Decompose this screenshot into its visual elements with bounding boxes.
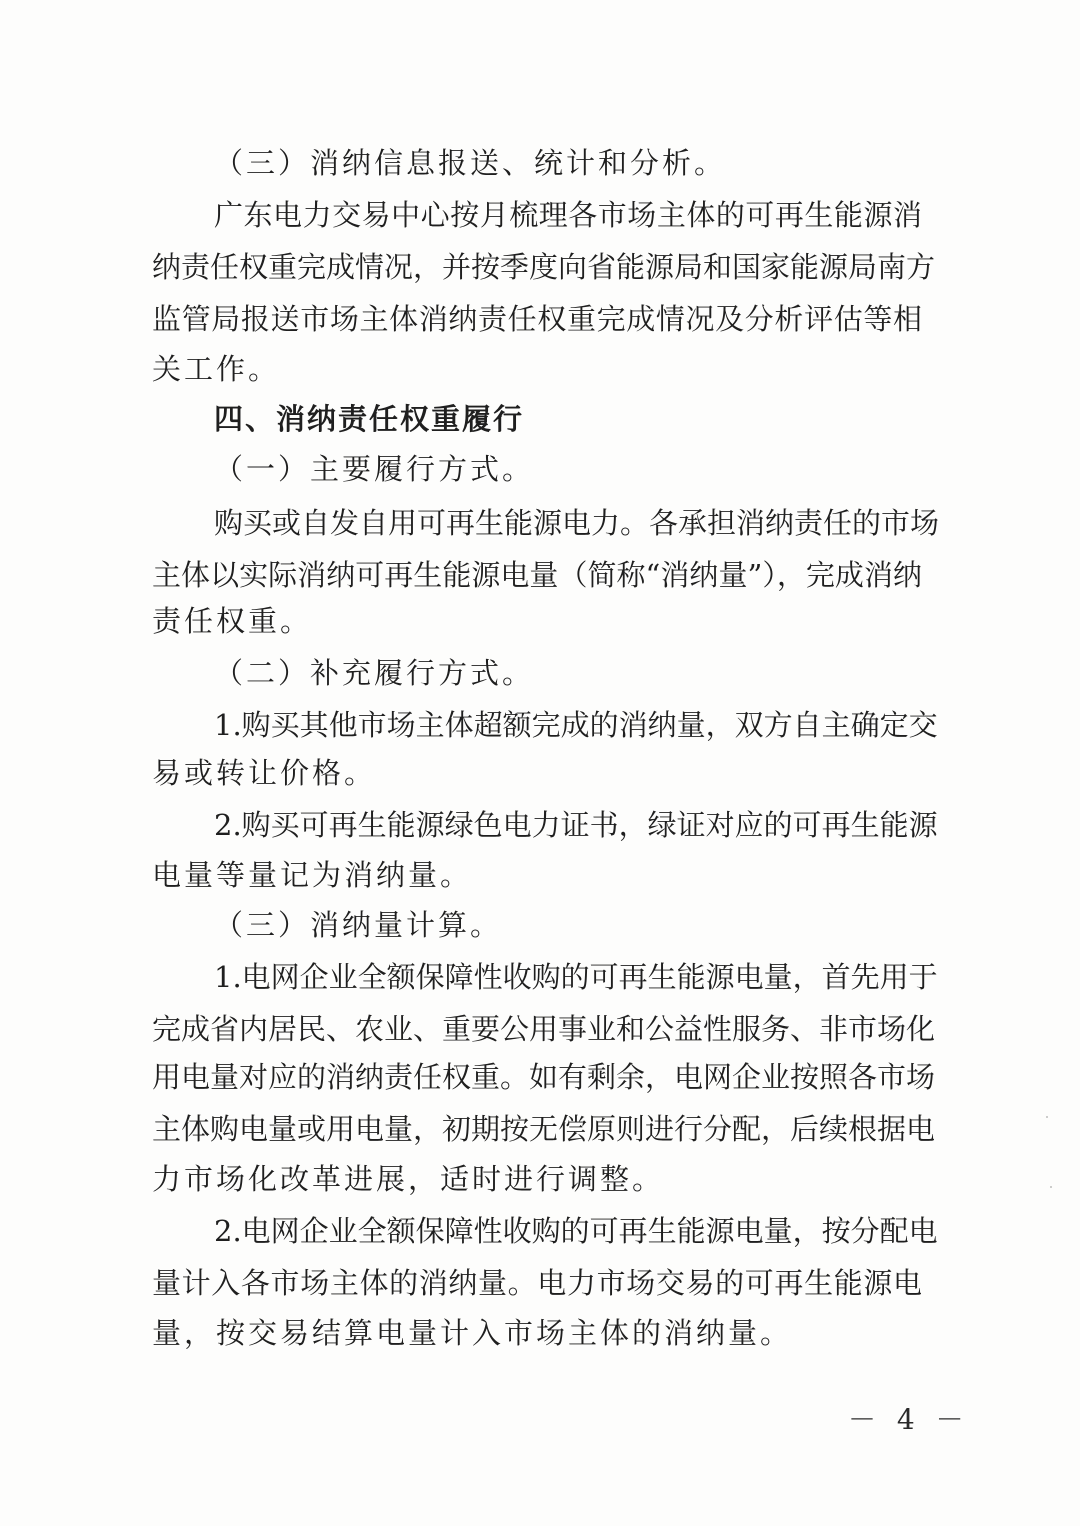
paragraph-line: 责任权重。 (152, 604, 313, 638)
paragraph-line: 购买或自发自用可再生能源电力。各承担消纳责任的市场 (214, 506, 940, 540)
page-number: － 4 － (848, 1403, 970, 1436)
paragraph-line: 关工作。 (152, 352, 281, 386)
paragraph-line: 纳责任权重完成情况，并按季度向省能源局和国家能源局南方 (152, 250, 936, 284)
list-item-line: 易或转让价格。 (152, 756, 377, 790)
list-item-line: 量计入各市场主体的消纳量。电力市场交易的可再生能源电 (152, 1266, 922, 1300)
list-item-line: 电量等量记为消纳量。 (152, 858, 473, 892)
subsection-heading-1: （一）主要履行方式。 (214, 452, 535, 486)
list-item-line: 1.电网企业全额保障性收购的可再生能源电量，首先用于 (214, 960, 938, 994)
paragraph-line: 广东电力交易中心按月梳理各市场主体的可再生能源消 (214, 198, 922, 232)
list-item-line: 量，按交易结算电量计入市场主体的消纳量。 (152, 1316, 793, 1350)
subsection-heading-3-info: （三）消纳信息报送、统计和分析。 (214, 146, 727, 180)
paragraph-line: 监管局报送市场主体消纳责任权重完成情况及分析评估等相 (152, 302, 922, 336)
list-item-line: 主体购电量或用电量，初期按无偿原则进行分配，后续根据电 (152, 1112, 936, 1146)
list-item-line: 2.电网企业全额保障性收购的可再生能源电量，按分配电 (214, 1214, 938, 1248)
list-item-line: 完成省内居民、农业、重要公用事业和公益性服务、非市场化 (152, 1012, 936, 1046)
list-item-line: 1.购买其他市场主体超额完成的消纳量，双方自主确定交 (214, 708, 938, 742)
list-item-line: 2.购买可再生能源绿色电力证书，绿证对应的可再生能源 (214, 808, 938, 842)
scan-speck (1046, 1116, 1048, 1118)
list-item-line: 力市场化改革进展，适时进行调整。 (152, 1162, 665, 1196)
paragraph-line: 主体以实际消纳可再生能源电量（简称“消纳量”），完成消纳 (152, 558, 922, 592)
section-heading-4: 四、消纳责任权重履行 (214, 402, 525, 436)
subsection-heading-3-calc: （三）消纳量计算。 (214, 908, 503, 942)
subsection-heading-2: （二）补充履行方式。 (214, 656, 535, 690)
scan-speck (1050, 1186, 1052, 1188)
list-item-line: 用电量对应的消纳责任权重。如有剩余，电网企业按照各市场 (152, 1060, 936, 1094)
